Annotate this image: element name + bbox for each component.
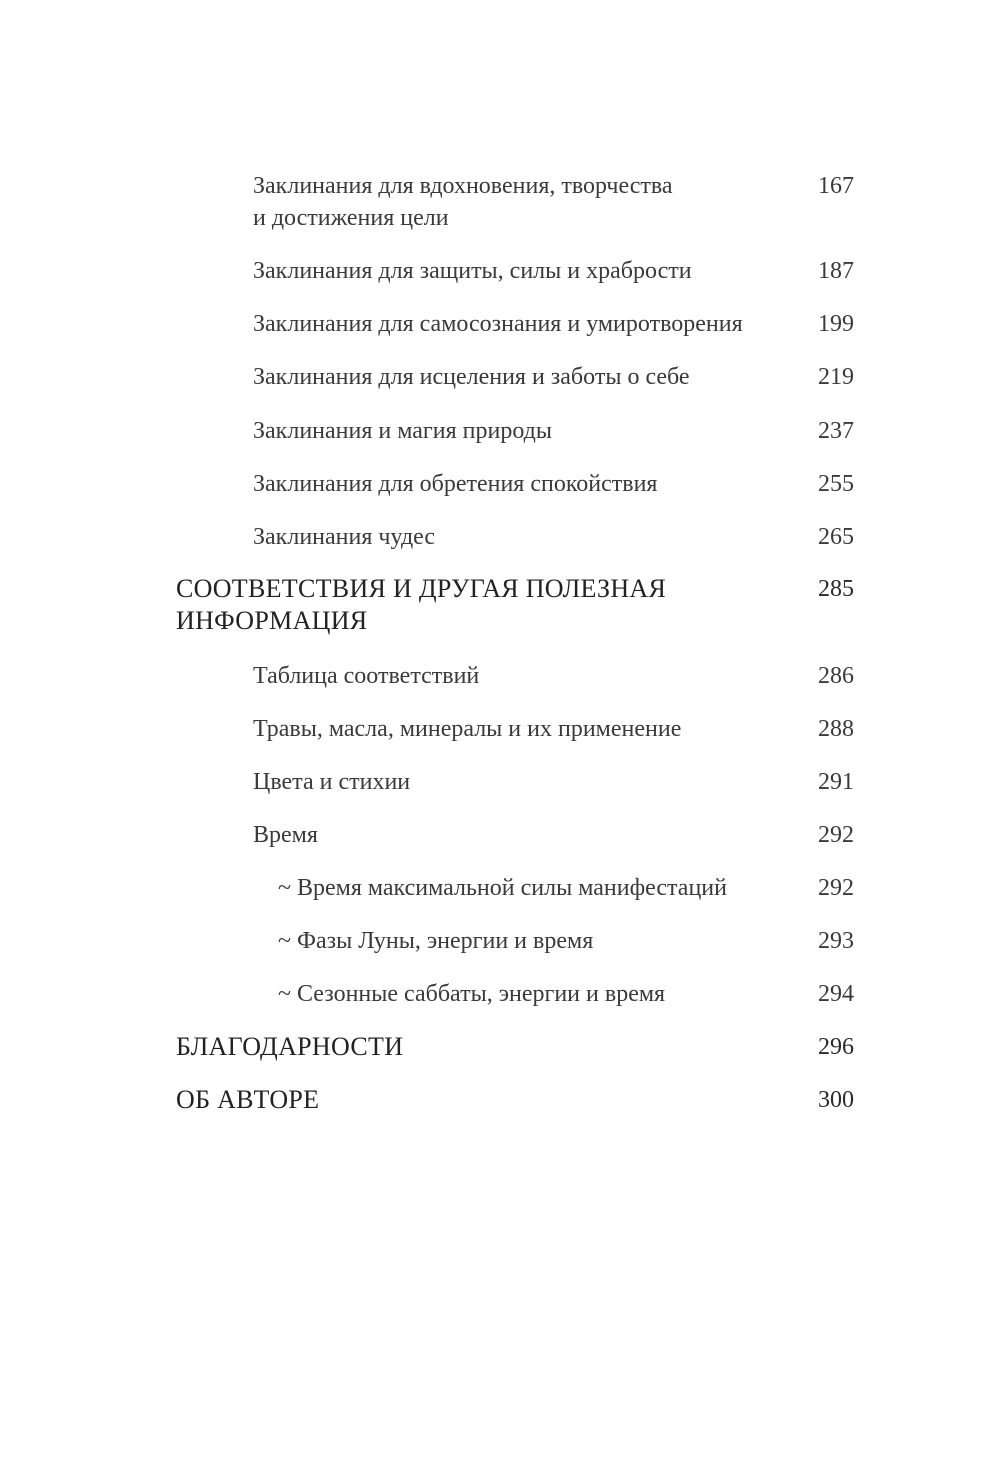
toc-entry-title: ~ Сезонные саббаты, энергии и время	[278, 981, 666, 1007]
toc-entry-title: Заклинания для исцеления и заботы о себе	[253, 364, 690, 390]
toc-entry-title: ~ Фазы Луны, энергии и время	[278, 928, 594, 954]
toc-entry-page: 293	[818, 928, 854, 954]
toc-entry-page: 167	[818, 173, 854, 199]
toc-entry-title: Заклинания чудес	[253, 524, 436, 550]
toc-entry-title: Заклинания и магия природы	[253, 418, 552, 444]
toc-entry-title: Заклинания для обретения спокойствия	[253, 471, 658, 497]
toc-entry-title: Заклинания для самосознания и умиротворения	[253, 311, 743, 337]
toc-entry-page: 219	[818, 364, 854, 390]
toc-entry-page: 294	[818, 981, 854, 1007]
toc-entry-page: 288	[818, 716, 854, 742]
toc-entry-page: 199	[818, 311, 854, 337]
toc-section-title: БЛАГОДАРНОСТИ	[176, 1032, 404, 1061]
toc-entry-page: 265	[818, 524, 854, 550]
toc-entry-title: Цвета и стихии	[253, 769, 411, 795]
toc-entry-page: 286	[818, 663, 854, 689]
toc-entry-title: Заклинания для защиты, силы и храбрости	[253, 258, 692, 284]
toc-entry-title: Заклинания для вдохновения, творчества и достижения цели	[253, 173, 673, 231]
toc-section-title: СООТВЕТСТВИЯ И ДРУГАЯ ПОЛЕЗНАЯ ИНФОРМАЦИЯ	[176, 574, 667, 635]
toc-entry-page: 237	[818, 418, 854, 444]
toc-entry-page: 292	[818, 822, 854, 848]
toc-entry-page: 187	[818, 258, 854, 284]
toc-entry-page: 292	[818, 875, 854, 901]
toc-entry-title: Травы, масла, минералы и их применение	[253, 716, 682, 742]
toc-entry-title: Таблица соответствий	[253, 663, 480, 689]
toc-section-title: ОБ АВТОРЕ	[176, 1085, 320, 1114]
toc-entry-page: 291	[818, 769, 854, 795]
toc-entry-title: Время	[253, 822, 318, 848]
toc-entry-title: ~ Время максимальной силы манифестаций	[278, 875, 727, 901]
toc-entry-page: 285	[818, 576, 854, 602]
toc-entry-page: 296	[818, 1034, 854, 1060]
toc-entry-page: 255	[818, 471, 854, 497]
toc-entry-page: 300	[818, 1087, 854, 1113]
